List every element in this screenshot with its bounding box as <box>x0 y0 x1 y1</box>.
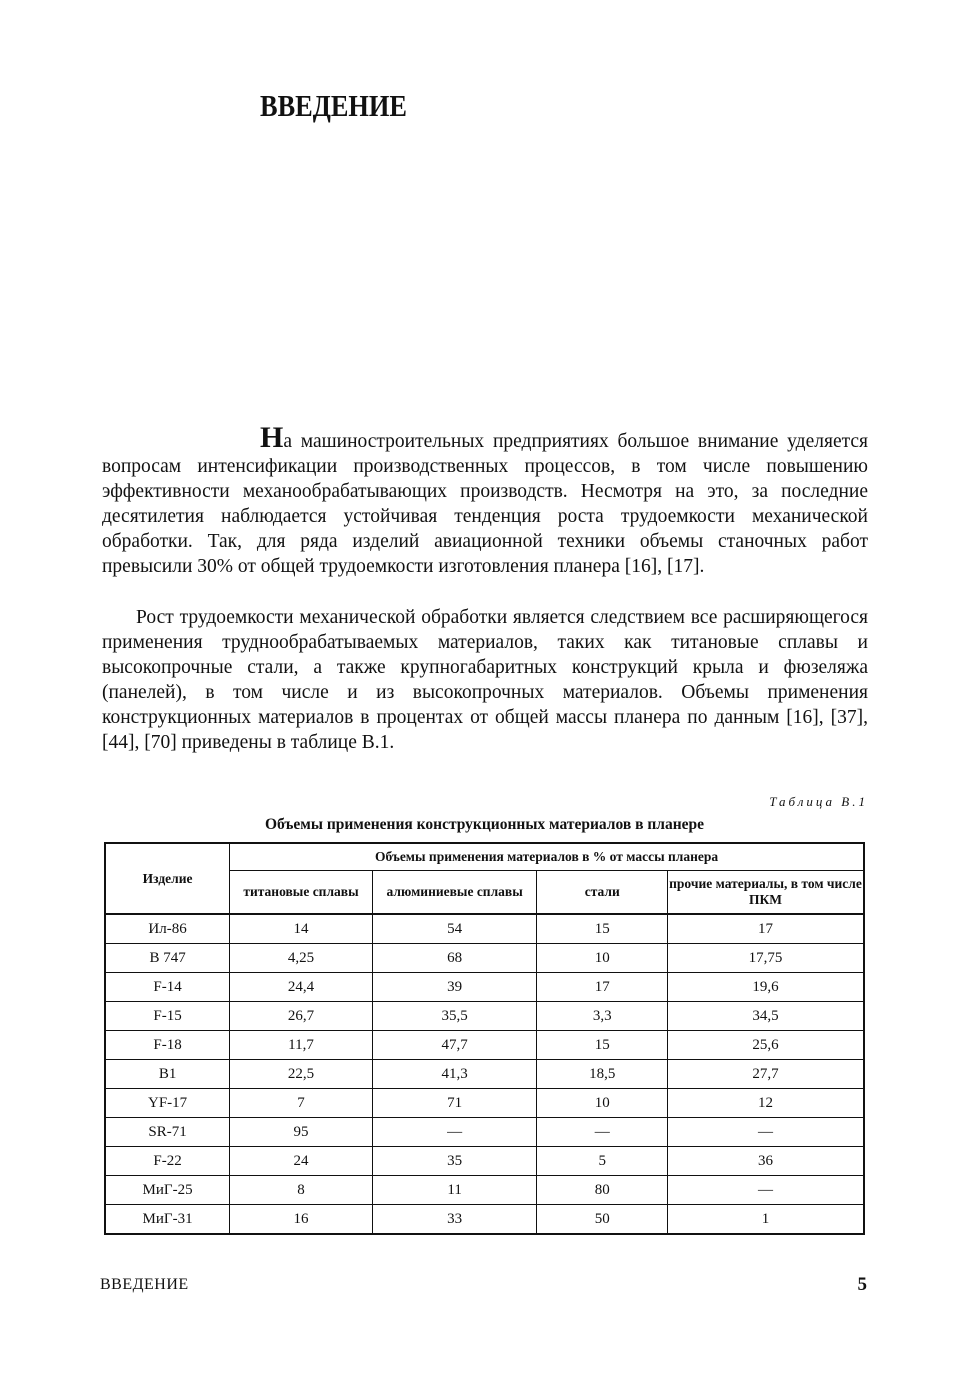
header-group: Объемы применения материалов в % от массы планера <box>230 843 864 871</box>
product-cell: F-22 <box>105 1147 230 1176</box>
value-cell: 16 <box>230 1205 373 1235</box>
header-titanium: титановые сплавы <box>230 871 373 915</box>
value-cell: 19,6 <box>668 973 864 1002</box>
table-label: Таблица В.1 <box>769 794 868 809</box>
value-cell: 34,5 <box>668 1002 864 1031</box>
value-cell: 24,4 <box>230 973 373 1002</box>
value-cell: 22,5 <box>230 1060 373 1089</box>
header-other: прочие материалы, в том числе ПКМ <box>668 871 864 915</box>
value-cell: 5 <box>537 1147 668 1176</box>
value-cell: 71 <box>372 1089 537 1118</box>
chapter-heading: ВВЕДЕНИЕ <box>260 88 407 123</box>
drop-cap: Н <box>260 421 284 454</box>
value-cell: 11,7 <box>230 1031 373 1060</box>
value-cell: 7 <box>230 1089 373 1118</box>
value-cell: 17 <box>537 973 668 1002</box>
table-row <box>105 1176 864 1205</box>
product-cell: B 747 <box>105 944 230 973</box>
value-cell: 10 <box>537 944 668 973</box>
table-row <box>105 914 864 944</box>
header-steel: стали <box>537 871 668 915</box>
value-cell: 80 <box>537 1176 668 1205</box>
value-cell: 12 <box>668 1089 864 1118</box>
value-cell: 14 <box>230 914 373 944</box>
value-cell: 15 <box>537 914 668 944</box>
value-cell: 18,5 <box>537 1060 668 1089</box>
table-row <box>105 1060 864 1089</box>
value-cell: 10 <box>537 1089 668 1118</box>
paragraph-2: Рост трудоемкости механической обработки является следствием все расширяющегося применения труднообрабатываемых материалов, таких как титановые сплавы и высокопрочные стали, а также крупногабаритных конструкций крыла и фюзеляжа (панелей), в том числе и из высокопрочных материалов. Объемы применения конструкционных материалов в процентах от общей массы планера по данным [16], [37], [44], [70] приведены в таблице В.1. <box>102 607 868 753</box>
value-cell: 24 <box>230 1147 373 1176</box>
table-title: Объемы применения конструкционных материалов в планере <box>264 816 705 833</box>
value-cell: 50 <box>537 1205 668 1235</box>
product-cell: МиГ-31 <box>105 1205 230 1235</box>
value-cell: 35,5 <box>372 1002 537 1031</box>
running-head: ВВЕДЕНИЕ <box>100 1276 189 1293</box>
value-cell: 39 <box>372 973 537 1002</box>
value-cell: 54 <box>372 914 537 944</box>
value-cell: — <box>668 1176 864 1205</box>
value-cell: 35 <box>372 1147 537 1176</box>
table-row <box>105 1002 864 1031</box>
table-row <box>105 1147 864 1176</box>
value-cell: 27,7 <box>668 1060 864 1089</box>
table-row <box>105 1089 864 1118</box>
value-cell: 68 <box>372 944 537 973</box>
page-number: 5 <box>857 1274 867 1295</box>
table-row <box>105 944 864 973</box>
value-cell: 1 <box>668 1205 864 1235</box>
value-cell: 4,25 <box>230 944 373 973</box>
value-cell: 11 <box>372 1176 537 1205</box>
value-cell: — <box>372 1118 537 1147</box>
header-aluminium: алюминиевые сплавы <box>372 871 537 915</box>
value-cell: 26,7 <box>230 1002 373 1031</box>
value-cell: 3,3 <box>537 1002 668 1031</box>
value-cell: 47,7 <box>372 1031 537 1060</box>
table-row <box>105 1205 864 1235</box>
product-cell: B1 <box>105 1060 230 1089</box>
value-cell: 17 <box>668 914 864 944</box>
product-cell: МиГ-25 <box>105 1176 230 1205</box>
materials-table <box>104 842 865 1235</box>
value-cell: 8 <box>230 1176 373 1205</box>
value-cell: 41,3 <box>372 1060 537 1089</box>
header-product: Изделие <box>105 843 230 914</box>
value-cell: 33 <box>372 1205 537 1235</box>
value-cell: 36 <box>668 1147 864 1176</box>
table-row <box>105 973 864 1002</box>
value-cell: 95 <box>230 1118 373 1147</box>
product-cell: F-15 <box>105 1002 230 1031</box>
value-cell: 25,6 <box>668 1031 864 1060</box>
value-cell: — <box>537 1118 668 1147</box>
product-cell: F-14 <box>105 973 230 1002</box>
table-row <box>105 1118 864 1147</box>
value-cell: — <box>668 1118 864 1147</box>
value-cell: 17,75 <box>668 944 864 973</box>
paragraph-1-text: а машиностроительных предприятиях большое внимание уделяется вопросам интенсификации производственных процессов, в том числе повышению эффективности механообрабатывающих производств. Несмотря на это, за последние десятилетия наблюдается устойчивая тенденция роста трудоемкости механической обработки. Так, для ряда изделий авиационной техники объемы станочных работ превысили 30% от общей трудоемкости изготовления планера [16], [17]. <box>102 431 868 577</box>
value-cell: 15 <box>537 1031 668 1060</box>
product-cell: Ил-86 <box>105 914 230 944</box>
product-cell: SR-71 <box>105 1118 230 1147</box>
product-cell: YF-17 <box>105 1089 230 1118</box>
paragraph-1 <box>102 421 868 579</box>
table-row <box>105 1031 864 1060</box>
product-cell: F-18 <box>105 1031 230 1060</box>
